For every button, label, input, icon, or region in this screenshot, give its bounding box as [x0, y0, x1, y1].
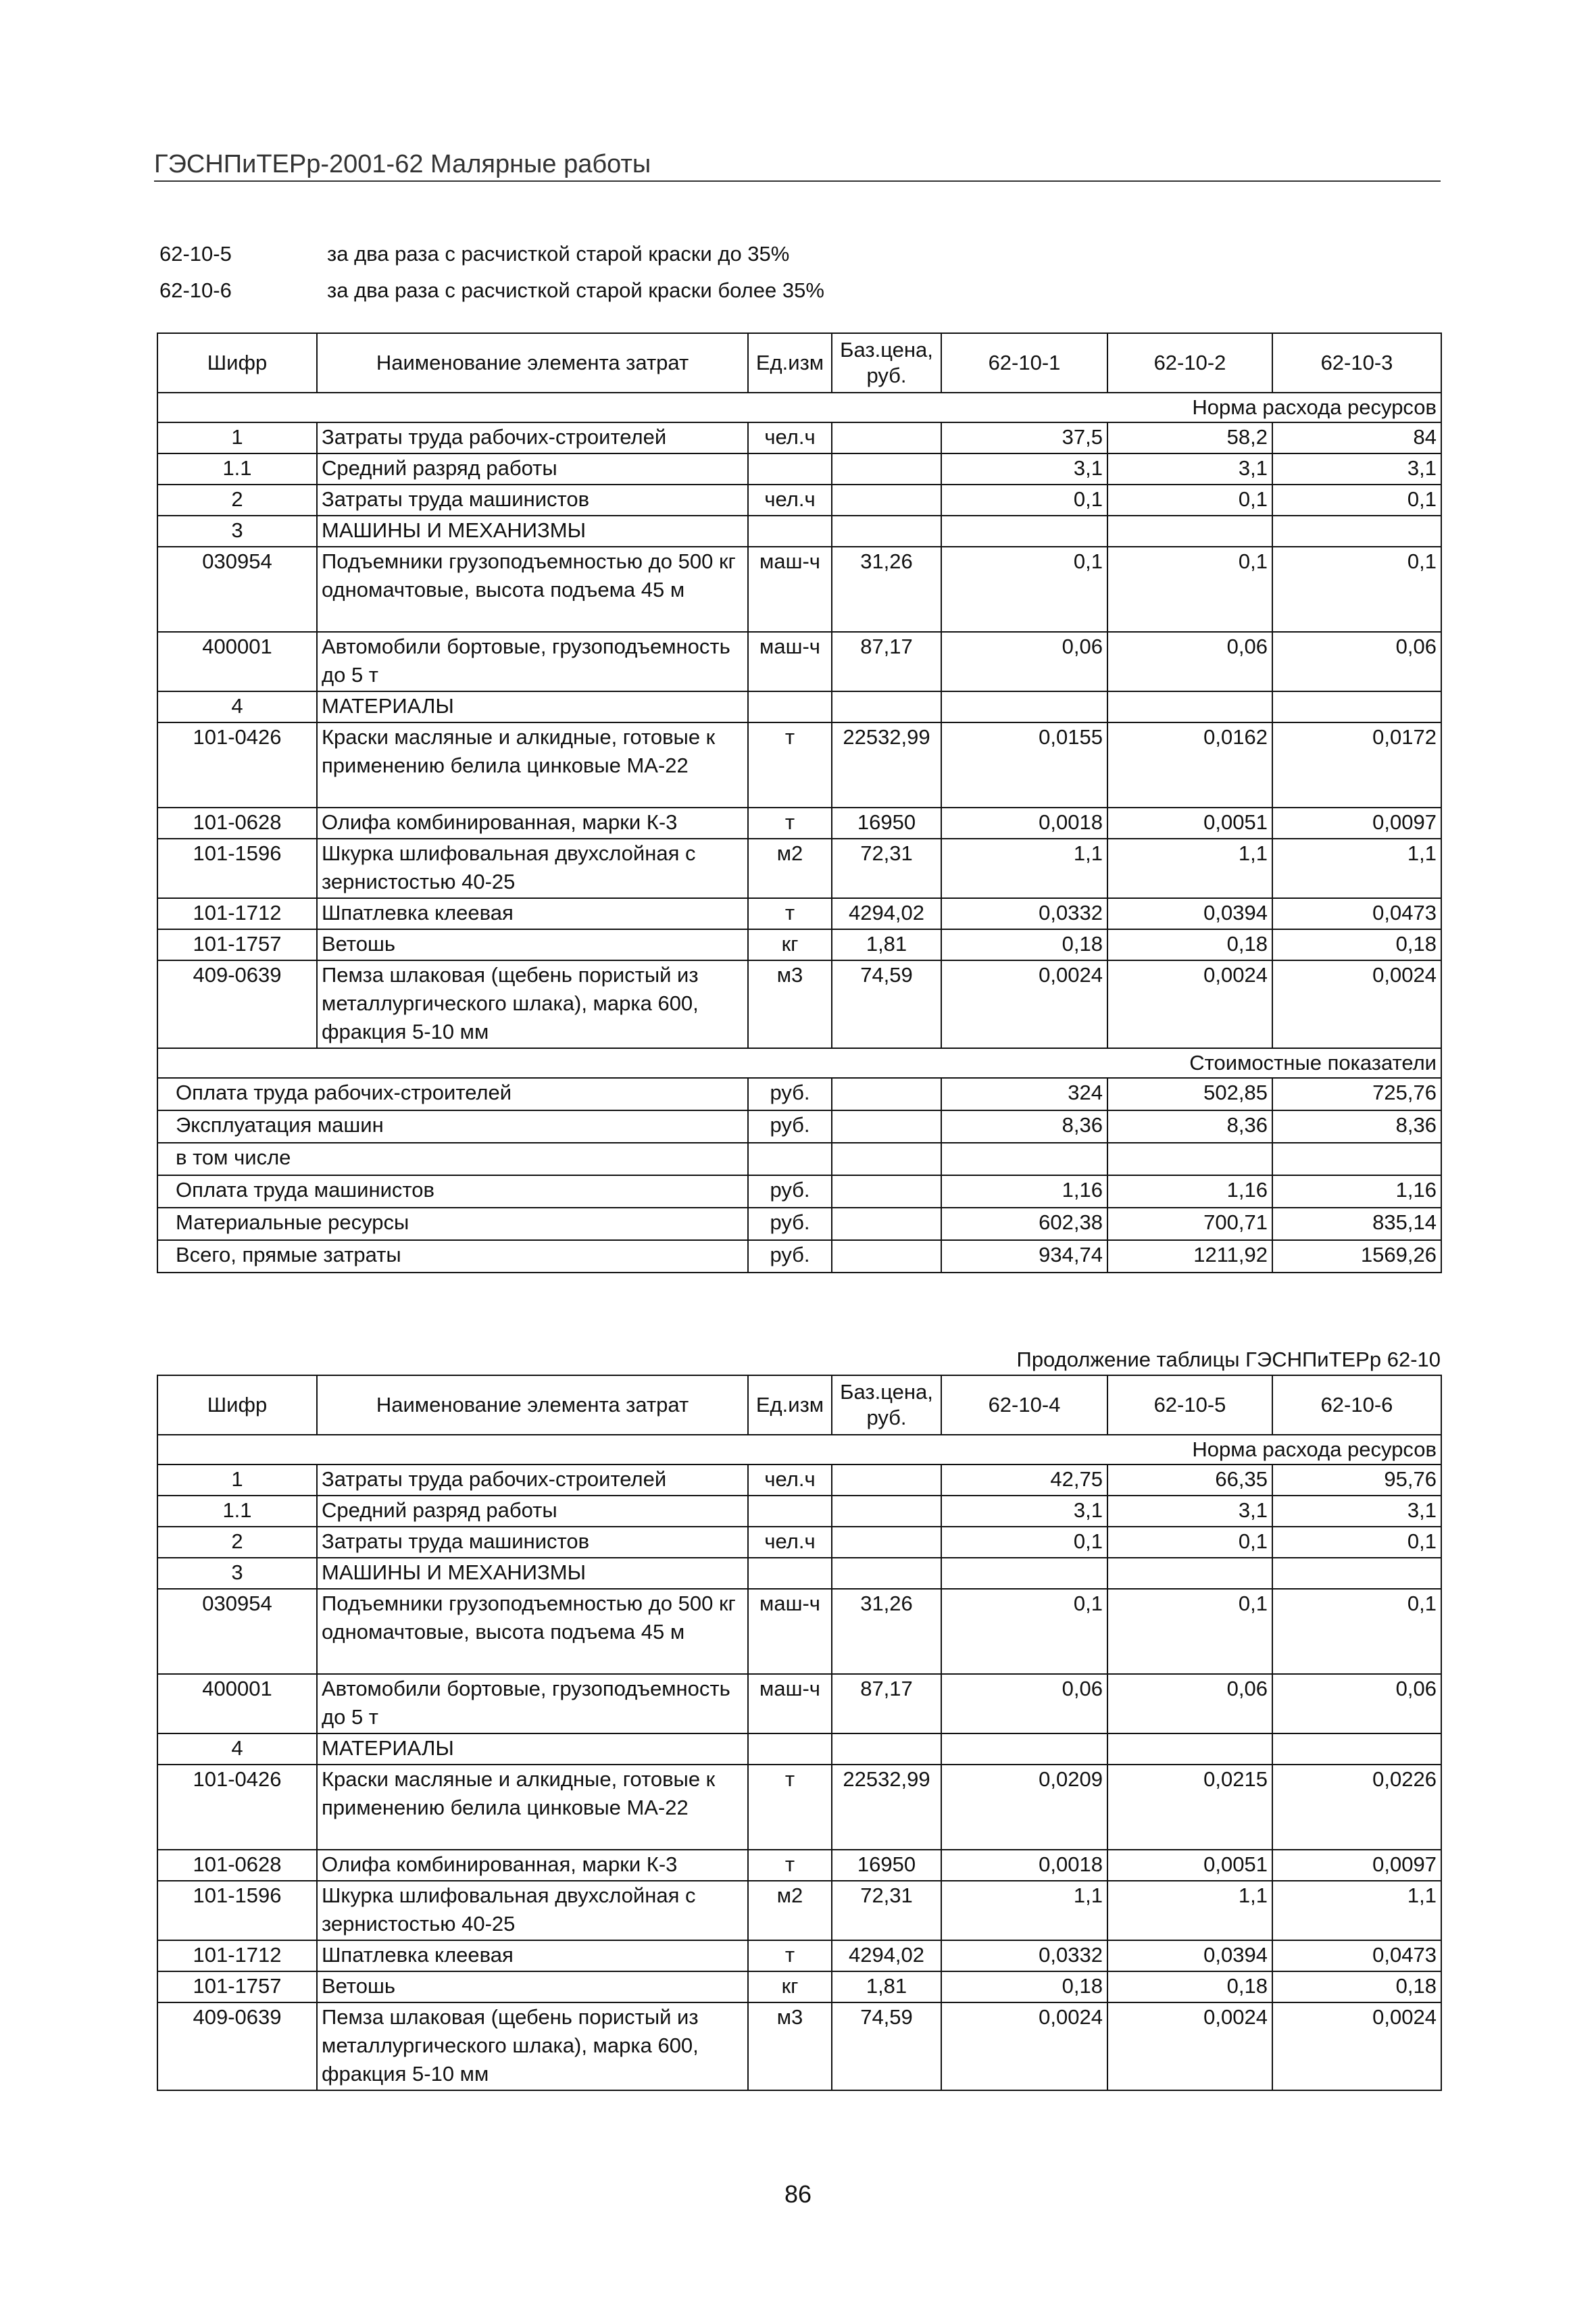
row-name: МАТЕРИАЛЫ [317, 1733, 748, 1765]
row-unit: т [748, 1850, 832, 1881]
row-price: 31,26 [832, 1589, 941, 1674]
row-value: 0,0394 [1107, 898, 1272, 929]
row-value: 3,1 [1107, 453, 1272, 485]
row-unit: чел.ч [748, 1464, 832, 1496]
row-unit: кг [748, 1971, 832, 2002]
row-value: 0,0024 [1107, 2002, 1272, 2090]
row-name: Краски масляные и алкидные, готовые к применению белила цинковые МА-22 [317, 1765, 748, 1850]
row-name: МАШИНЫ И МЕХАНИЗМЫ [317, 1558, 748, 1589]
row-code: 101-1757 [157, 1971, 317, 2002]
row-value: 0,06 [941, 632, 1107, 691]
cost-row-unit: руб. [748, 1240, 832, 1273]
cost-row-value: 1,16 [941, 1175, 1107, 1208]
row-value: 0,0332 [941, 1940, 1107, 1971]
row-name: Пемза шлаковая (щебень пористый из металлургического шлака), марка 600, фракция 5-10 мм [317, 2002, 748, 2090]
cost-row-value: 1211,92 [1107, 1240, 1272, 1273]
row-code: 409-0639 [157, 960, 317, 1048]
row-value: 0,1 [941, 1527, 1107, 1558]
row-code: 101-1596 [157, 839, 317, 898]
row-value: 1,1 [1272, 839, 1441, 898]
row-unit: маш-ч [748, 632, 832, 691]
row-value: 0,06 [941, 1674, 1107, 1733]
row-value [941, 1733, 1107, 1765]
col-norm-header: 62-10-3 [1272, 333, 1441, 393]
intro-code: 62-10-5 [159, 242, 232, 266]
row-value: 0,0024 [1107, 960, 1272, 1048]
table-row [157, 960, 1441, 1048]
row-name: Пемза шлаковая (щебень пористый из металлургического шлака), марка 600, фракция 5-10 мм [317, 960, 748, 1048]
row-unit: т [748, 898, 832, 929]
row-value: 0,1 [1107, 1589, 1272, 1674]
table-row [157, 1971, 1441, 2002]
row-code: 101-0426 [157, 1765, 317, 1850]
row-value: 0,0024 [1272, 2002, 1441, 2090]
cost-row [157, 1078, 1441, 1110]
row-code: 409-0639 [157, 2002, 317, 2090]
row-price [832, 1527, 941, 1558]
col-code-header: Шифр [157, 1375, 317, 1435]
row-value: 0,0172 [1272, 722, 1441, 808]
cost-row-price [832, 1143, 941, 1175]
table-row [157, 1850, 1441, 1881]
cost-row-label: Оплата труда машинистов [157, 1175, 748, 1208]
row-price [832, 1496, 941, 1527]
row-value: 42,75 [941, 1464, 1107, 1496]
col-unit-header: Ед.изм [748, 333, 832, 393]
row-price [832, 453, 941, 485]
row-price: 72,31 [832, 1881, 941, 1940]
row-value: 0,0215 [1107, 1765, 1272, 1850]
row-price: 22532,99 [832, 722, 941, 808]
cost-row [157, 1110, 1441, 1143]
row-value [1107, 516, 1272, 547]
cost-row-value: 934,74 [941, 1240, 1107, 1273]
table-row [157, 547, 1441, 632]
row-value: 0,0097 [1272, 808, 1441, 839]
row-code: 1 [157, 1464, 317, 1496]
row-price: 72,31 [832, 839, 941, 898]
row-value: 1,1 [1107, 1881, 1272, 1940]
row-value: 0,0473 [1272, 898, 1441, 929]
cost-row-value [941, 1143, 1107, 1175]
row-name: Затраты труда рабочих-строителей [317, 422, 748, 453]
row-value: 37,5 [941, 422, 1107, 453]
row-value: 0,0097 [1272, 1850, 1441, 1881]
row-value: 3,1 [1272, 453, 1441, 485]
cost-row [157, 1175, 1441, 1208]
row-price: 4294,02 [832, 898, 941, 929]
intro-code: 62-10-6 [159, 278, 232, 302]
row-name: Шпатлевка клеевая [317, 1940, 748, 1971]
row-value: 3,1 [941, 1496, 1107, 1527]
row-unit: т [748, 1765, 832, 1850]
cost-row [157, 1240, 1441, 1273]
col-norm-header: 62-10-1 [941, 333, 1107, 393]
col-unit-header: Ед.изм [748, 1375, 832, 1435]
row-value: 0,1 [941, 1589, 1107, 1674]
row-unit: чел.ч [748, 422, 832, 453]
row-value: 0,0162 [1107, 722, 1272, 808]
table-row [157, 1464, 1441, 1496]
cost-row-value [1272, 1143, 1441, 1175]
row-name: Ветошь [317, 1971, 748, 2002]
row-unit: маш-ч [748, 1589, 832, 1674]
cost-row-value: 1569,26 [1272, 1240, 1441, 1273]
col-price-header: Баз.цена, руб. [832, 1375, 941, 1435]
row-value [1107, 691, 1272, 722]
row-value: 0,0051 [1107, 1850, 1272, 1881]
row-code: 1 [157, 422, 317, 453]
row-name: Подъемники грузоподъемностью до 500 кг одномачтовые, высота подъема 45 м [317, 1589, 748, 1674]
cost-row-price [832, 1078, 941, 1110]
row-price [832, 1558, 941, 1589]
cost-row-unit: руб. [748, 1175, 832, 1208]
row-unit: чел.ч [748, 1527, 832, 1558]
row-code: 3 [157, 1558, 317, 1589]
norm-label: Норма расхода ресурсов [157, 393, 1441, 422]
row-name: МАШИНЫ И МЕХАНИЗМЫ [317, 516, 748, 547]
table-row [157, 2002, 1441, 2090]
row-code: 030954 [157, 547, 317, 632]
norm-label: Норма расхода ресурсов [157, 1435, 1441, 1464]
row-code: 1.1 [157, 453, 317, 485]
row-unit: чел.ч [748, 485, 832, 516]
table-row [157, 1527, 1441, 1558]
row-price: 1,81 [832, 929, 941, 960]
row-value: 0,18 [1107, 929, 1272, 960]
row-value: 1,1 [1107, 839, 1272, 898]
cost-row-value [1107, 1143, 1272, 1175]
norm-label-row [157, 393, 1441, 422]
row-value: 95,76 [1272, 1464, 1441, 1496]
intro-text: за два раза с расчисткой старой краски до 35% [327, 242, 790, 266]
table-row [157, 632, 1441, 691]
row-value: 1,1 [941, 839, 1107, 898]
row-value [941, 516, 1107, 547]
page-number: 86 [784, 2180, 812, 2208]
row-price: 74,59 [832, 960, 941, 1048]
row-unit: м3 [748, 2002, 832, 2090]
row-value [1272, 516, 1441, 547]
cost-section [157, 1048, 1441, 1273]
cost-label: Стоимостные показатели [157, 1048, 1441, 1078]
cost-row-unit: руб. [748, 1078, 832, 1110]
row-price: 22532,99 [832, 1765, 941, 1850]
row-value: 0,06 [1272, 632, 1441, 691]
table-header-row [157, 1375, 1441, 1435]
cost-row-value: 725,76 [1272, 1078, 1441, 1110]
row-name: Затраты труда рабочих-строителей [317, 1464, 748, 1496]
table-body [157, 1464, 1441, 2090]
table-row [157, 1558, 1441, 1589]
cost-row-unit [748, 1143, 832, 1175]
table-row [157, 929, 1441, 960]
row-value: 0,1 [1272, 1589, 1441, 1674]
row-name: Шкурка шлифовальная двухслойная с зернистостью 40-25 [317, 1881, 748, 1940]
row-value: 0,1 [1107, 485, 1272, 516]
cost-row [157, 1143, 1441, 1175]
row-value: 0,0018 [941, 1850, 1107, 1881]
cost-row-value: 602,38 [941, 1208, 1107, 1240]
intro-list [159, 242, 824, 315]
row-name: Олифа комбинированная, марки К-3 [317, 1850, 748, 1881]
row-unit: м2 [748, 839, 832, 898]
intro-item [159, 278, 824, 315]
row-value: 0,0226 [1272, 1765, 1441, 1850]
row-code: 101-1712 [157, 1940, 317, 1971]
page-header: ГЭСНПиТЕРр-2001-62 Малярные работы [154, 150, 1441, 182]
cost-row-price [832, 1175, 941, 1208]
row-code: 101-1757 [157, 929, 317, 960]
col-name-header: Наименование элемента затрат [317, 1375, 748, 1435]
row-value: 0,0018 [941, 808, 1107, 839]
row-value: 66,35 [1107, 1464, 1272, 1496]
table-row [157, 839, 1441, 898]
row-value: 0,18 [1272, 929, 1441, 960]
cost-row-value: 8,36 [1107, 1110, 1272, 1143]
cost-row-value: 324 [941, 1078, 1107, 1110]
cost-row-price [832, 1208, 941, 1240]
row-code: 101-0628 [157, 1850, 317, 1881]
row-name: Краски масляные и алкидные, готовые к применению белила цинковые МА-22 [317, 722, 748, 808]
row-unit [748, 1733, 832, 1765]
row-name: Шпатлевка клеевая [317, 898, 748, 929]
table-row [157, 808, 1441, 839]
row-value: 58,2 [1107, 422, 1272, 453]
row-code: 400001 [157, 632, 317, 691]
table-row [157, 1733, 1441, 1765]
row-code: 101-0628 [157, 808, 317, 839]
row-price [832, 485, 941, 516]
cost-row-value: 502,85 [1107, 1078, 1272, 1110]
table-row [157, 516, 1441, 547]
row-unit [748, 516, 832, 547]
row-name: Затраты труда машинистов [317, 485, 748, 516]
row-value: 0,0209 [941, 1765, 1107, 1850]
row-name: Средний разряд работы [317, 1496, 748, 1527]
row-value [1272, 1733, 1441, 1765]
row-unit: т [748, 1940, 832, 1971]
cost-row-unit: руб. [748, 1208, 832, 1240]
row-price: 16950 [832, 808, 941, 839]
row-price [832, 691, 941, 722]
cost-row-value: 8,36 [941, 1110, 1107, 1143]
row-value: 0,06 [1107, 1674, 1272, 1733]
row-value: 0,18 [1272, 1971, 1441, 2002]
table-body [157, 422, 1441, 1048]
row-name: Олифа комбинированная, марки К-3 [317, 808, 748, 839]
row-value [1272, 1558, 1441, 1589]
row-value [1107, 1558, 1272, 1589]
table-row [157, 722, 1441, 808]
row-name: Затраты труда машинистов [317, 1527, 748, 1558]
row-unit [748, 691, 832, 722]
row-code: 101-0426 [157, 722, 317, 808]
row-value [941, 691, 1107, 722]
resource-table-2 [157, 1375, 1442, 2091]
row-value: 3,1 [1107, 1496, 1272, 1527]
intro-item [159, 242, 824, 278]
row-price: 16950 [832, 1850, 941, 1881]
cost-row-label: Эксплуатация машин [157, 1110, 748, 1143]
continuation-note: Продолжение таблицы ГЭСНПиТЕРр 62-10 [1016, 1348, 1441, 1371]
col-norm-header: 62-10-2 [1107, 333, 1272, 393]
row-price [832, 516, 941, 547]
row-value: 0,0155 [941, 722, 1107, 808]
row-value: 0,0332 [941, 898, 1107, 929]
row-value: 0,1 [1272, 547, 1441, 632]
cost-row-label: Оплата труда рабочих-строителей [157, 1078, 748, 1110]
row-price [832, 1464, 941, 1496]
row-value: 0,06 [1272, 1674, 1441, 1733]
col-code-header: Шифр [157, 333, 317, 393]
table-row [157, 453, 1441, 485]
row-value: 0,0051 [1107, 808, 1272, 839]
table-row [157, 1881, 1441, 1940]
row-unit [748, 453, 832, 485]
row-name: Ветошь [317, 929, 748, 960]
row-value [1107, 1733, 1272, 1765]
table-row [157, 691, 1441, 722]
row-value: 0,1 [941, 547, 1107, 632]
cost-row-unit: руб. [748, 1110, 832, 1143]
row-value: 0,18 [941, 929, 1107, 960]
row-value: 84 [1272, 422, 1441, 453]
row-code: 4 [157, 1733, 317, 1765]
row-value: 1,1 [941, 1881, 1107, 1940]
row-unit [748, 1558, 832, 1589]
row-value [1272, 691, 1441, 722]
row-code: 4 [157, 691, 317, 722]
row-value: 0,1 [941, 485, 1107, 516]
row-code: 030954 [157, 1589, 317, 1674]
row-value: 0,1 [1272, 1527, 1441, 1558]
table-header-row [157, 333, 1441, 393]
col-price-header: Баз.цена, руб. [832, 333, 941, 393]
cost-row-value: 835,14 [1272, 1208, 1441, 1240]
row-value: 3,1 [1272, 1496, 1441, 1527]
row-price [832, 1733, 941, 1765]
row-name: МАТЕРИАЛЫ [317, 691, 748, 722]
cost-row-label: в том числе [157, 1143, 748, 1175]
cost-label-row [157, 1048, 1441, 1078]
cost-row-label: Всего, прямые затраты [157, 1240, 748, 1273]
table-row [157, 1940, 1441, 1971]
row-value: 0,0024 [941, 2002, 1107, 2090]
cost-row-value: 8,36 [1272, 1110, 1441, 1143]
table-row [157, 485, 1441, 516]
row-name: Шкурка шлифовальная двухслойная с зернистостью 40-25 [317, 839, 748, 898]
row-code: 3 [157, 516, 317, 547]
row-value: 0,06 [1107, 632, 1272, 691]
table-row [157, 1496, 1441, 1527]
cost-row-label: Материальные ресурсы [157, 1208, 748, 1240]
row-price: 31,26 [832, 547, 941, 632]
row-unit: м2 [748, 1881, 832, 1940]
row-value: 0,0024 [941, 960, 1107, 1048]
row-unit: м3 [748, 960, 832, 1048]
table-row [157, 1589, 1441, 1674]
intro-text: за два раза с расчисткой старой краски более 35% [327, 278, 824, 302]
row-value: 0,0394 [1107, 1940, 1272, 1971]
row-unit: т [748, 722, 832, 808]
cost-row-value: 1,16 [1107, 1175, 1272, 1208]
row-code: 101-1596 [157, 1881, 317, 1940]
row-value: 0,0024 [1272, 960, 1441, 1048]
row-unit: маш-ч [748, 1674, 832, 1733]
row-unit: кг [748, 929, 832, 960]
table-row [157, 898, 1441, 929]
row-unit [748, 1496, 832, 1527]
table-row [157, 1765, 1441, 1850]
resource-table-1 [157, 333, 1442, 1273]
row-value: 1,1 [1272, 1881, 1441, 1940]
col-norm-header: 62-10-6 [1272, 1375, 1441, 1435]
row-value: 0,1 [1107, 1527, 1272, 1558]
row-value: 0,1 [1107, 547, 1272, 632]
row-value: 0,1 [1272, 485, 1441, 516]
row-code: 2 [157, 1527, 317, 1558]
row-value: 3,1 [941, 453, 1107, 485]
norm-label-row [157, 1435, 1441, 1464]
row-unit: т [748, 808, 832, 839]
col-norm-header: 62-10-4 [941, 1375, 1107, 1435]
row-code: 1.1 [157, 1496, 317, 1527]
row-name: Средний разряд работы [317, 453, 748, 485]
col-name-header: Наименование элемента затрат [317, 333, 748, 393]
cost-row [157, 1208, 1441, 1240]
row-price: 4294,02 [832, 1940, 941, 1971]
row-code: 101-1712 [157, 898, 317, 929]
row-price: 74,59 [832, 2002, 941, 2090]
cost-row-value: 1,16 [1272, 1175, 1441, 1208]
row-value: 0,18 [1107, 1971, 1272, 2002]
row-name: Автомобили бортовые, грузоподъемность до 5 т [317, 632, 748, 691]
col-norm-header: 62-10-5 [1107, 1375, 1272, 1435]
row-price: 87,17 [832, 1674, 941, 1733]
row-value [941, 1558, 1107, 1589]
cost-row-price [832, 1240, 941, 1273]
row-price [832, 422, 941, 453]
row-price: 1,81 [832, 1971, 941, 2002]
row-price: 87,17 [832, 632, 941, 691]
cost-row-value: 700,71 [1107, 1208, 1272, 1240]
table-row [157, 422, 1441, 453]
row-code: 2 [157, 485, 317, 516]
cost-row-price [832, 1110, 941, 1143]
table-row [157, 1674, 1441, 1733]
row-value: 0,18 [941, 1971, 1107, 2002]
row-name: Автомобили бортовые, грузоподъемность до 5 т [317, 1674, 748, 1733]
row-unit: маш-ч [748, 547, 832, 632]
row-code: 400001 [157, 1674, 317, 1733]
row-value: 0,0473 [1272, 1940, 1441, 1971]
row-name: Подъемники грузоподъемностью до 500 кг одномачтовые, высота подъема 45 м [317, 547, 748, 632]
